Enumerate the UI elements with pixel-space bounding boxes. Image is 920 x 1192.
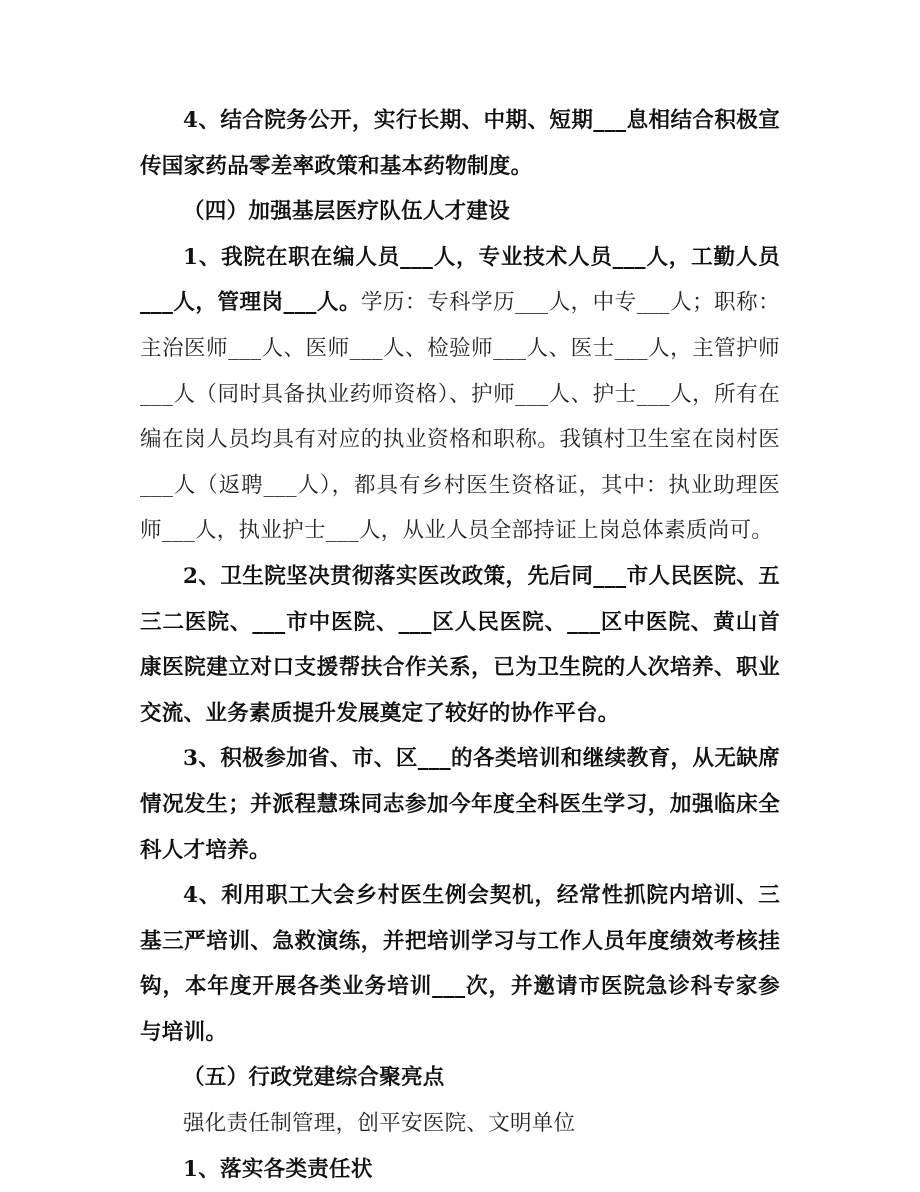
staffing-bold-text: 1、我院在职在编人员___人，专业技术人员___人，工勤人员___人，管理岗___人。 bbox=[140, 244, 780, 316]
paragraph-staffing bbox=[140, 235, 780, 554]
paragraph-responsibility-item-1: 1、落实各类责任状 bbox=[183, 1156, 373, 1182]
paragraph-internal-training: 4、利用职工大会乡村医生例会契机，经常性抓院内培训、三基三严培训、急救演练，并把培训学习与工作人员年度绩效考核挂钩，本年度开展各类业务培训___次，并邀请市医院急诊科专家参与培训。 bbox=[140, 883, 780, 1045]
staffing-normal-text: 学历：专科学历___人，中专___人；职称：主治医师___人、医师___人、检验师___人、医士___人，主管护师___人（同时具备执业药师资格）、护师___人、护士___人，所有在编在岗人员均具有对应的执业资格和职称。我镇村卫生室在岗村医___人（返聘___人），都具有乡村医生资格证，其中：执业助理医师___人，执业护士___人，从业人员全部持证上岗总体素质尚可。 bbox=[140, 290, 780, 544]
paragraph-partnerships: 2、卫生院坚决贯彻落实医改政策，先后同___市人民医院、五三二医院、___市中医院、___区人民医院、___区中医院、黄山首康医院建立对口支援帮扶合作关系，已为卫生院的人次培养、职业交流、业务素质提升发展奠定了较好的协作平台。 bbox=[140, 563, 780, 726]
section-heading-5: （五）行政党建综合聚亮点 bbox=[183, 1065, 445, 1091]
paragraph-training: 3、积极参加省、市、区___的各类培训和继续教育，从无缺席情况发生；并派程慧珠同志参加今年度全科医生学习，加强临床全科人才培养。 bbox=[140, 746, 780, 863]
paragraph-drug-policy: 4、结合院务公开，实行长期、中期、短期___息相结合积极宣传国家药品零差率政策和基本药物制度。 bbox=[140, 108, 780, 179]
section-heading-4: （四）加强基层医疗队伍人才建设 bbox=[183, 199, 511, 225]
paragraph-responsibility: 强化责任制管理，创平安医院、文明单位 bbox=[183, 1111, 576, 1137]
